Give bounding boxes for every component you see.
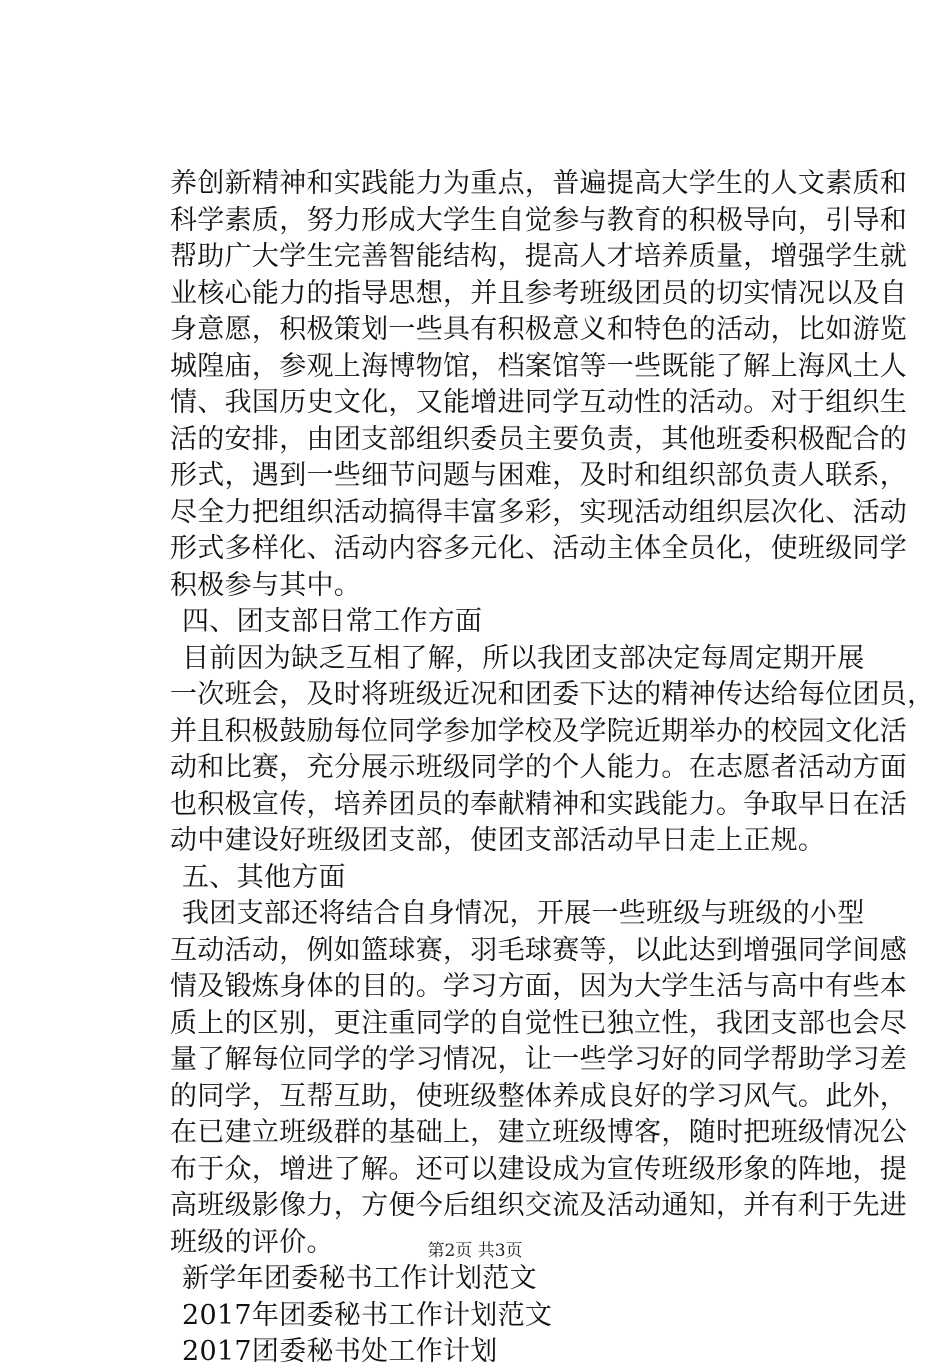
paragraph-line: 城隍庙，参观上海博物馆，档案馆等一些既能了解上海风土人 <box>170 350 908 382</box>
paragraph-line: 活的安排，由团支部组织委员主要负责，其他班委积极配合的 <box>170 423 908 455</box>
paragraph-line: 业核心能力的指导思想，并且参考班级团员的切实情况以及自 <box>170 277 908 309</box>
section-heading-line: 新学年团委秘书工作计划范文 <box>182 1263 537 1294</box>
paragraph-line: 互动活动，例如篮球赛，羽毛球赛等，以此达到增强同学间感 <box>170 934 908 966</box>
paragraph-line: 情、我国历史文化，又能增进同学互动性的活动。对于组织生 <box>170 387 908 418</box>
section-heading-line: 2017团委秘书处工作计划 <box>182 1336 498 1367</box>
section-heading-line: 四、团支部日常工作方面 <box>182 606 483 637</box>
paragraph-line: 一次班会，及时将班级近况和团委下达的精神传达给每位团员， <box>170 679 935 710</box>
paragraph-line: 科学素质，努力形成大学生自觉参与教育的积极导向，引导和 <box>170 204 908 236</box>
paragraph-line: 我团支部还将结合自身情况，开展一些班级与班级的小型 <box>182 898 865 929</box>
paragraph-line: 也积极宣传，培养团员的奉献精神和实践能力。争取早日在活 <box>170 788 908 820</box>
paragraph-line: 在已建立班级群的基础上，建立班级博客，随时把班级情况公 <box>170 1117 908 1148</box>
paragraph-line: 动中建设好班级团支部，使团支部活动早日走上正规。 <box>170 825 826 856</box>
document-body <box>170 166 935 1371</box>
paragraph-line: 高班级影像力，方便今后组织交流及活动通知，并有利于先进 <box>170 1190 908 1221</box>
paragraph-line: 班级的评价。 <box>170 1226 334 1258</box>
section-heading-line: 2017年团委秘书工作计划范文 <box>182 1299 553 1331</box>
page-footer: 第2页 共3页 <box>427 1241 523 1261</box>
paragraph-line: 积极参与其中。 <box>170 569 362 601</box>
paragraph-line: 的同学，互帮互助，使班级整体养成良好的学习风气。此外， <box>170 1080 908 1112</box>
paragraph-line: 情及锻炼身体的目的。学习方面，因为大学生活与高中有些本 <box>170 971 908 1002</box>
paragraph-line: 量了解每位同学的学习情况，让一些学习好的同学帮助学习差 <box>170 1044 908 1075</box>
paragraph-line: 形式，遇到一些细节问题与困难，及时和组织部负责人联系， <box>170 460 908 491</box>
paragraph-line: 布于众，增进了解。还可以建设成为宣传班级形象的阵地，提 <box>170 1153 908 1185</box>
paragraph-line: 形式多样化、活动内容多元化、活动主体全员化，使班级同学 <box>170 533 908 564</box>
paragraph-line: 养创新精神和实践能力为重点，普遍提高大学生的人文素质和 <box>170 168 908 199</box>
paragraph-line: 身意愿，积极策划一些具有积极意义和特色的活动，比如游览 <box>170 314 908 345</box>
paragraph-line: 并且积极鼓励每位同学参加学校及学院近期举办的校园文化活 <box>170 715 908 747</box>
section-heading-line: 五、其他方面 <box>182 861 346 893</box>
paragraph-line: 目前因为缺乏互相了解，所以我团支部决定每周定期开展 <box>182 642 865 674</box>
paragraph-line: 尽全力把组织活动搞得丰富多彩，实现活动组织层次化、活动 <box>170 496 908 528</box>
paragraph-line: 质上的区别，更注重同学的自觉性已独立性，我团支部也会尽 <box>170 1007 908 1039</box>
paragraph-line: 动和比赛，充分展示班级同学的个人能力。在志愿者活动方面 <box>170 752 908 783</box>
paragraph-line: 帮助广大学生完善智能结构，提高人才培养质量，增强学生就 <box>170 241 908 272</box>
